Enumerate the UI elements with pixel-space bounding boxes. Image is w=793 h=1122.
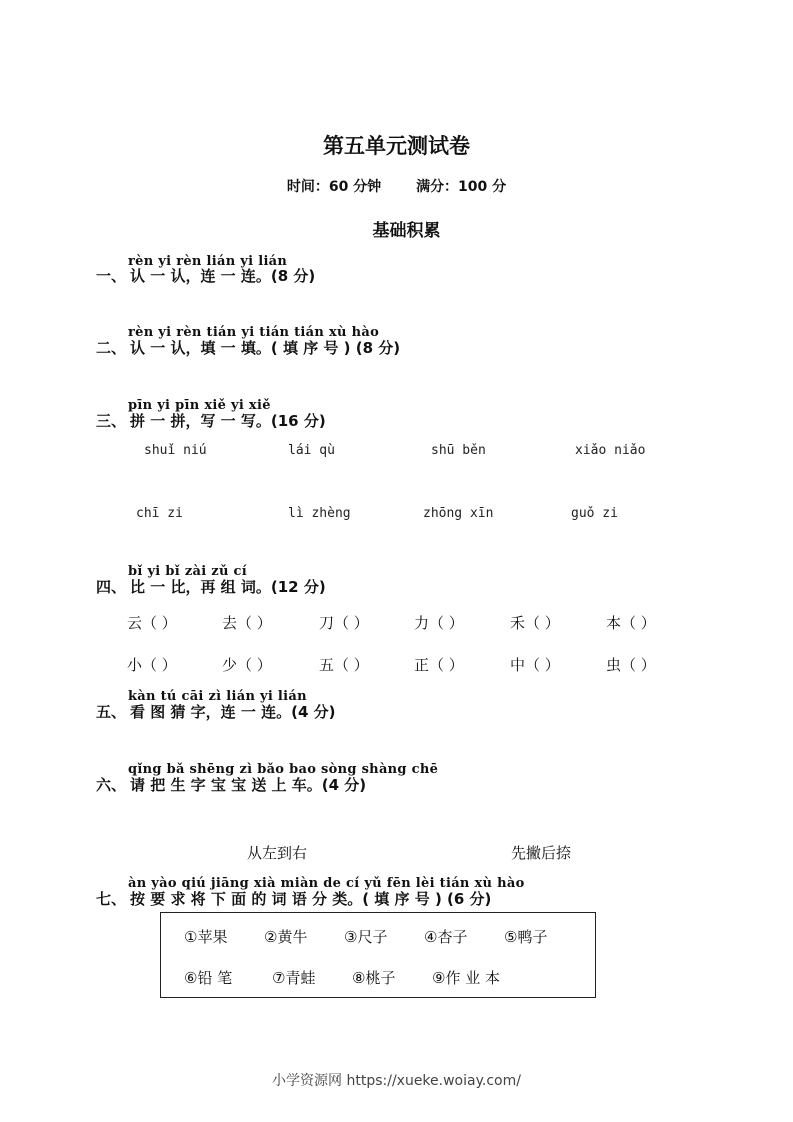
section-title: 基础积累	[372, 221, 441, 241]
q6-text: 请 把 生 字 宝 宝 送 上 车。(4 分)	[130, 776, 367, 794]
bus-label-right: 先撇后捺	[511, 844, 572, 862]
classify-item: ⑧桃子	[352, 969, 396, 987]
q6-number: 六、	[96, 776, 127, 794]
pinyin-word: lì zhèng	[288, 506, 351, 521]
question-4	[96, 576, 326, 597]
classify-item: ②黄牛	[264, 928, 308, 946]
q1-pinyin: rèn yi rèn lián yi lián	[128, 254, 288, 269]
classify-item: ⑨作 业 本	[432, 969, 500, 987]
pinyin-word: lái qù	[288, 443, 335, 458]
pinyin-word: zhōng xīn	[423, 506, 494, 521]
classify-item: ③尺子	[344, 928, 388, 946]
q7-pinyin: àn yào qiú jiāng xià miàn de cí yǔ fēn lèi tián xù hào	[128, 876, 525, 891]
pinyin-word: xiǎo niǎo	[575, 443, 646, 458]
compare-item: 小（ ）	[127, 656, 177, 674]
page-title: 第五单元测试卷	[323, 134, 470, 158]
q3-pinyin: pīn yi pīn xiě yi xiě	[128, 398, 271, 413]
classify-item: ⑥铅 笔	[184, 969, 233, 987]
compare-item: 力（ ）	[414, 614, 464, 632]
question-3	[96, 410, 326, 431]
pinyin-word: guǒ zi	[571, 506, 618, 521]
q2-pinyin: rèn yi rèn tián yi tián tián xù hào	[128, 325, 380, 340]
compare-item: 正（ ）	[414, 656, 464, 674]
pinyin-word: shū běn	[431, 443, 486, 458]
classify-item: ⑦青蛙	[272, 969, 316, 987]
q4-text: 比 一 比，再 组 词。(12 分)	[130, 578, 326, 596]
question-7	[96, 888, 491, 909]
compare-item: 少（ ）	[222, 656, 272, 674]
exam-meta	[0, 176, 793, 196]
score-label: 满分：100 分	[416, 179, 507, 195]
compare-item: 去（ ）	[222, 614, 272, 632]
q5-text: 看 图 猜 字，连 一 连。(4 分)	[130, 703, 336, 721]
q3-text: 拼 一 拼，写 一 写。(16 分)	[130, 412, 326, 430]
compare-item: 云（ ）	[127, 614, 177, 632]
compare-item: 中（ ）	[510, 656, 560, 674]
q4-number: 四、	[96, 578, 127, 596]
q2-text: 认 一 认，填 一 填。( 填 序 号 ) (8 分)	[130, 339, 401, 357]
q7-number: 七、	[96, 890, 127, 908]
question-6	[96, 774, 366, 795]
compare-item: 本（ ）	[606, 614, 656, 632]
pinyin-word: chī zi	[136, 506, 183, 521]
compare-item: 虫（ ）	[606, 656, 656, 674]
q3-number: 三、	[96, 412, 127, 430]
q5-pinyin: kàn tú cāi zì lián yi lián	[128, 689, 307, 704]
question-2	[96, 337, 400, 358]
q7-text: 按 要 求 将 下 面 的 词 语 分 类。( 填 序 号 ) (6 分)	[130, 890, 492, 908]
q2-number: 二、	[96, 339, 127, 357]
time-label: 时间：60 分钟	[286, 179, 382, 195]
classify-box	[160, 912, 596, 998]
q4-pinyin: bǐ yi bǐ zài zǔ cí	[128, 564, 248, 579]
q1-text: 认 一 认，连 一 连。(8 分)	[130, 267, 316, 285]
q1-number: 一、	[96, 267, 127, 285]
classify-item: ①苹果	[184, 928, 228, 946]
pinyin-word: shuǐ niú	[144, 443, 207, 458]
question-1	[96, 265, 315, 286]
bus-label-left: 从左到右	[247, 844, 308, 862]
question-5	[96, 701, 335, 722]
classify-item: ⑤鸭子	[504, 928, 548, 946]
compare-item: 五（ ）	[319, 656, 369, 674]
footer-watermark: 小学资源网 https://xueke.woiay.com/	[272, 1073, 521, 1089]
compare-item: 禾（ ）	[510, 614, 560, 632]
classify-item: ④杏子	[424, 928, 468, 946]
q5-number: 五、	[96, 703, 127, 721]
q6-pinyin: qǐng bǎ shēng zì bǎo bao sòng shàng chē	[128, 762, 439, 777]
compare-item: 刀（ ）	[319, 614, 369, 632]
